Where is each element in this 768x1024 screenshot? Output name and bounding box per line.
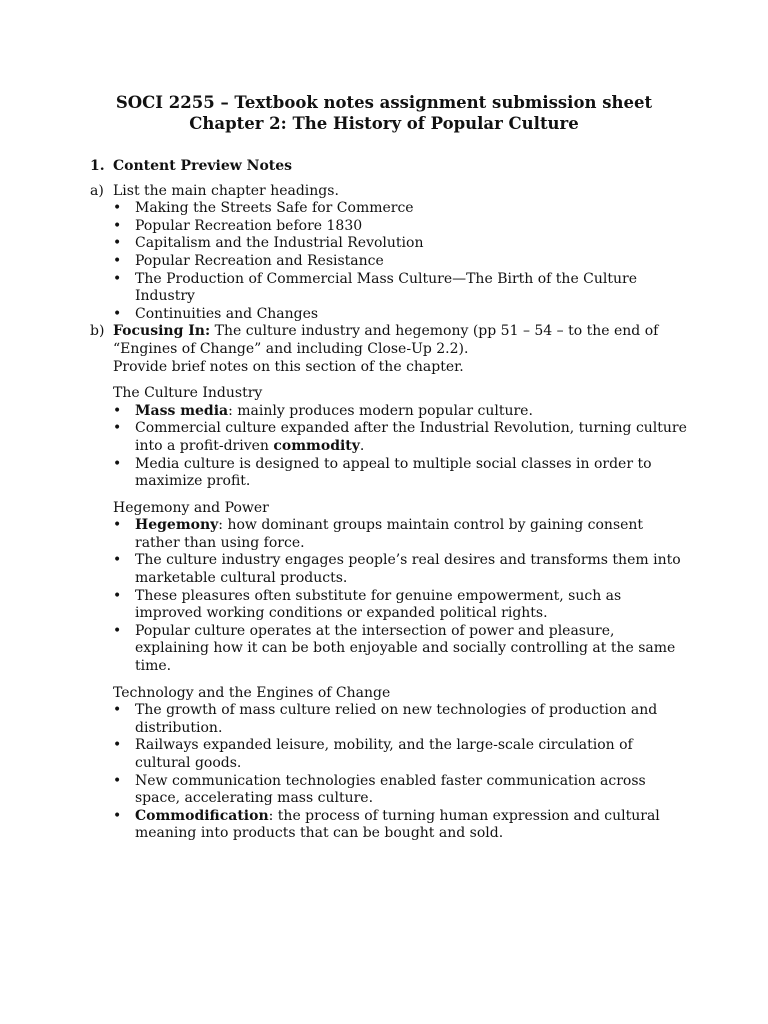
document-title (0, 92, 768, 134)
note-item (113, 702, 690, 737)
note-text: Popular culture operates at the intersection of power and pleasure, explaining how it can be both enjoyable and socially controlling at the same time. (135, 622, 676, 675)
chapter-heading-item (113, 253, 690, 271)
document-body (90, 158, 690, 843)
note-item (113, 517, 690, 552)
part-a-prompt: List the main chapter headings. (113, 182, 339, 199)
bullet-icon: • (113, 217, 122, 234)
note-text-tail: : mainly produces modern popular culture. (228, 402, 533, 419)
note-text-tail: : the process of turning human expression and cultural meaning into products that can be bought and sold. (135, 807, 660, 842)
part-a-label: a) (90, 182, 104, 199)
bullet-icon: • (113, 420, 122, 437)
focus-text: The culture industry and hegemony (pp 51 – 54 – to the end of “Engines of Change” and including Close-Up 2.2). (113, 323, 659, 357)
note-item (113, 456, 690, 491)
notes-group-title: The Culture Industry (113, 385, 263, 402)
bullet-icon: • (113, 737, 122, 754)
note-text: Railways expanded leisure, mobility, and the large-scale circulation of cultural goods. (135, 737, 633, 771)
part-a (90, 183, 690, 324)
notes-group-title: Hegemony and Power (113, 499, 269, 516)
note-item (113, 403, 690, 421)
notes-group (113, 685, 690, 843)
chapter-heading-item (113, 200, 690, 218)
notes-list (113, 702, 690, 843)
note-key-term: Hegemony (135, 517, 219, 534)
bullet-icon: • (113, 517, 122, 534)
notes-list (113, 403, 690, 491)
part-b-instruction: Provide brief notes on this section of the chapter. (113, 358, 464, 375)
notes-group-title: Technology and the Engines of Change (113, 684, 391, 701)
bullet-icon: • (113, 772, 122, 789)
note-item (113, 623, 690, 676)
note-item (113, 808, 690, 843)
notes-group (113, 385, 690, 491)
bullet-icon: • (113, 305, 122, 322)
note-text-tail: : how dominant groups maintain control by gaining consent rather than using force. (135, 517, 644, 551)
note-text: New communication technologies enabled faster communication across space, accelerating mass culture. (135, 772, 646, 807)
note-text: Media culture is designed to appeal to multiple social classes in order to maximize profit. (135, 455, 652, 490)
title-line-1: SOCI 2255 – Textbook notes assignment submission sheet (115, 93, 653, 112)
notes-list (113, 517, 690, 675)
part-b-label: b) (90, 323, 105, 340)
chapter-heading-item (113, 306, 690, 324)
bullet-icon: • (113, 552, 122, 569)
chapter-heading-text: Continuities and Changes (135, 305, 319, 322)
bullet-icon: • (113, 270, 122, 287)
chapter-heading-item (113, 235, 690, 253)
title-line-2: Chapter 2: The History of Popular Culture (189, 114, 579, 133)
chapter-heading-item (113, 218, 690, 236)
bullet-icon: • (113, 252, 122, 269)
note-key-term: Mass media (135, 402, 229, 419)
note-text: These pleasures often substitute for genuine empowerment, such as improved working conditions or expanded political rights. (135, 587, 622, 622)
chapter-heading-text: Popular Recreation and Resistance (135, 252, 384, 269)
bullet-icon: • (113, 235, 122, 252)
chapter-heading-text: Popular Recreation before 1830 (135, 217, 363, 234)
bullet-icon: • (113, 807, 122, 824)
note-text: The growth of mass culture relied on new technologies of production and distribution. (135, 702, 658, 736)
section-number: 1. (90, 158, 105, 174)
chapter-heading-item (113, 271, 690, 306)
bullet-icon: • (113, 200, 122, 217)
chapter-heading-text: Making the Streets Safe for Commerce (135, 200, 414, 217)
note-key-term: commodity (273, 437, 360, 454)
part-b (90, 323, 690, 843)
notes-groups (113, 385, 690, 843)
bullet-icon: • (113, 702, 122, 719)
note-text: Commercial culture expanded after the Industrial Revolution, turning culture into a profit-driven (135, 420, 687, 454)
bullet-icon: • (113, 587, 122, 604)
chapter-heading-text: The Production of Commercial Mass Culture—The Birth of the Culture Industry (135, 270, 638, 305)
section-heading (90, 158, 690, 176)
section-title: Content Preview Notes (113, 158, 293, 174)
note-key-term: Commodification (135, 807, 269, 824)
note-text: The culture industry engages people’s real desires and transforms them into marketable cultural products. (135, 552, 681, 587)
bullet-icon: • (113, 622, 122, 639)
chapter-heading-text: Capitalism and the Industrial Revolution (135, 235, 424, 252)
note-item (113, 420, 690, 455)
notes-group (113, 500, 690, 676)
focus-label: Focusing In: (113, 323, 211, 340)
note-item (113, 552, 690, 587)
note-item (113, 773, 690, 808)
chapter-headings-list (113, 200, 690, 323)
note-item (113, 737, 690, 772)
note-item (113, 588, 690, 623)
part-b-prompt (113, 323, 690, 358)
note-text-tail: . (359, 437, 365, 454)
bullet-icon: • (113, 402, 122, 419)
bullet-icon: • (113, 455, 122, 472)
